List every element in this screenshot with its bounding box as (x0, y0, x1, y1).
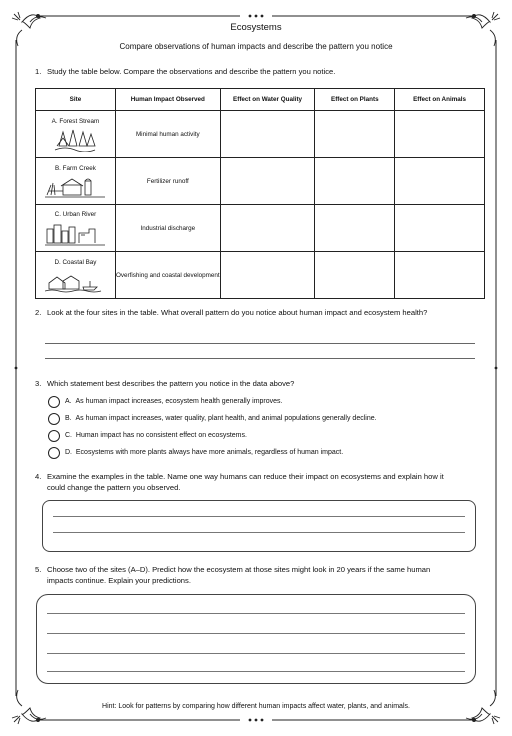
answer-box-q4[interactable] (42, 500, 476, 552)
plants-cell[interactable] (315, 158, 395, 205)
water-quality-cell[interactable] (220, 111, 315, 158)
header-water: Effect on Water Quality (220, 89, 315, 111)
hint-text: Hint: Look for patterns by comparing how different human impacts affect water, plants, and animals. (102, 703, 410, 710)
question-text: Study the table below. Compare the observations and describe the pattern you notice. (47, 67, 336, 76)
impact-cell: Industrial discharge (115, 205, 220, 252)
water-quality-cell[interactable] (220, 205, 315, 252)
observation-table (35, 88, 485, 299)
answer-line[interactable] (45, 358, 475, 359)
impact-cell: Minimal human activity (115, 111, 220, 158)
question-5 (35, 564, 455, 586)
table-row (36, 205, 485, 252)
question-number: 5. (35, 565, 42, 574)
table-row (36, 111, 485, 158)
header-plants: Effect on Plants (315, 89, 395, 111)
water-quality-cell[interactable] (220, 252, 315, 299)
animals-cell[interactable] (395, 252, 485, 299)
answer-line[interactable] (47, 653, 465, 654)
option-label: C. Human impact has no consistent effect on ecosystems. (65, 432, 247, 439)
site-name: D. Coastal Bay (54, 259, 97, 266)
page-title: Ecosystems (230, 22, 282, 33)
option-label: A. As human impact increases, ecosystem health generally improves. (65, 398, 283, 405)
plants-cell[interactable] (315, 111, 395, 158)
table-row (36, 252, 485, 299)
question-2 (35, 307, 435, 318)
forest-stream-icon (53, 128, 97, 152)
answer-line[interactable] (47, 613, 465, 614)
answer-line[interactable] (53, 532, 465, 533)
question-number: 3. (35, 379, 42, 388)
answer-line[interactable] (47, 671, 465, 672)
question-number: 4. (35, 472, 42, 481)
farm-icon (45, 175, 105, 199)
question-text: Which statement best describes the pattern you notice in the data above? (47, 379, 295, 388)
coastal-icon (45, 269, 105, 293)
water-quality-cell[interactable] (220, 158, 315, 205)
page-subtitle: Compare observations of human impacts and describe the pattern you notice (119, 42, 393, 51)
question-text: Examine the examples in the table. Name one way humans can reduce their impact on ecosystems and explain how it could change the pattern you observed. (47, 472, 444, 492)
radio-circle[interactable] (48, 447, 60, 459)
answer-line[interactable] (47, 633, 465, 634)
site-cell (36, 205, 116, 252)
question-1 (35, 66, 485, 77)
site-cell (36, 111, 116, 158)
plants-cell[interactable] (315, 252, 395, 299)
site-name: B. Farm Creek (54, 165, 96, 172)
factory-icon (45, 221, 105, 247)
animals-cell[interactable] (395, 205, 485, 252)
question-text: Choose two of the sites (A–D). Predict how the ecosystem at those sites might look in 20 years if the same human impacts continue. Explain your predictions. (47, 565, 431, 585)
option-label: D. Ecosystems with more plants always have more animals, regardless of human impact. (65, 449, 344, 456)
radio-circle[interactable] (48, 396, 60, 408)
header-animals: Effect on Animals (395, 89, 485, 111)
site-cell (36, 158, 116, 205)
header-impact: Human Impact Observed (115, 89, 220, 111)
question-4 (35, 471, 455, 493)
table-row (36, 158, 485, 205)
radio-circle[interactable] (48, 430, 60, 442)
question-number: 2. (35, 308, 42, 317)
question-text: Look at the four sites in the table. What overall pattern do you notice about human impact and ecosystem health? (47, 308, 428, 317)
animals-cell[interactable] (395, 158, 485, 205)
site-name: A. Forest Stream (51, 118, 100, 125)
radio-circle[interactable] (48, 413, 60, 425)
site-name: C. Urban River (54, 211, 97, 218)
answer-line[interactable] (45, 343, 475, 344)
table-header-row (36, 89, 485, 111)
question-number: 1. (35, 67, 42, 76)
header-site: Site (36, 89, 116, 111)
animals-cell[interactable] (395, 111, 485, 158)
site-cell (36, 252, 116, 299)
impact-cell: Overfishing and coastal development (115, 252, 220, 299)
impact-cell: Fertilizer runoff (115, 158, 220, 205)
question-3 (35, 378, 485, 389)
plants-cell[interactable] (315, 205, 395, 252)
answer-line[interactable] (53, 516, 465, 517)
answer-lines-q2[interactable] (45, 343, 475, 373)
option-label: B. As human impact increases, water quality, plant health, and animal populations generally decline. (65, 415, 377, 422)
answer-box-q5[interactable] (36, 594, 476, 684)
